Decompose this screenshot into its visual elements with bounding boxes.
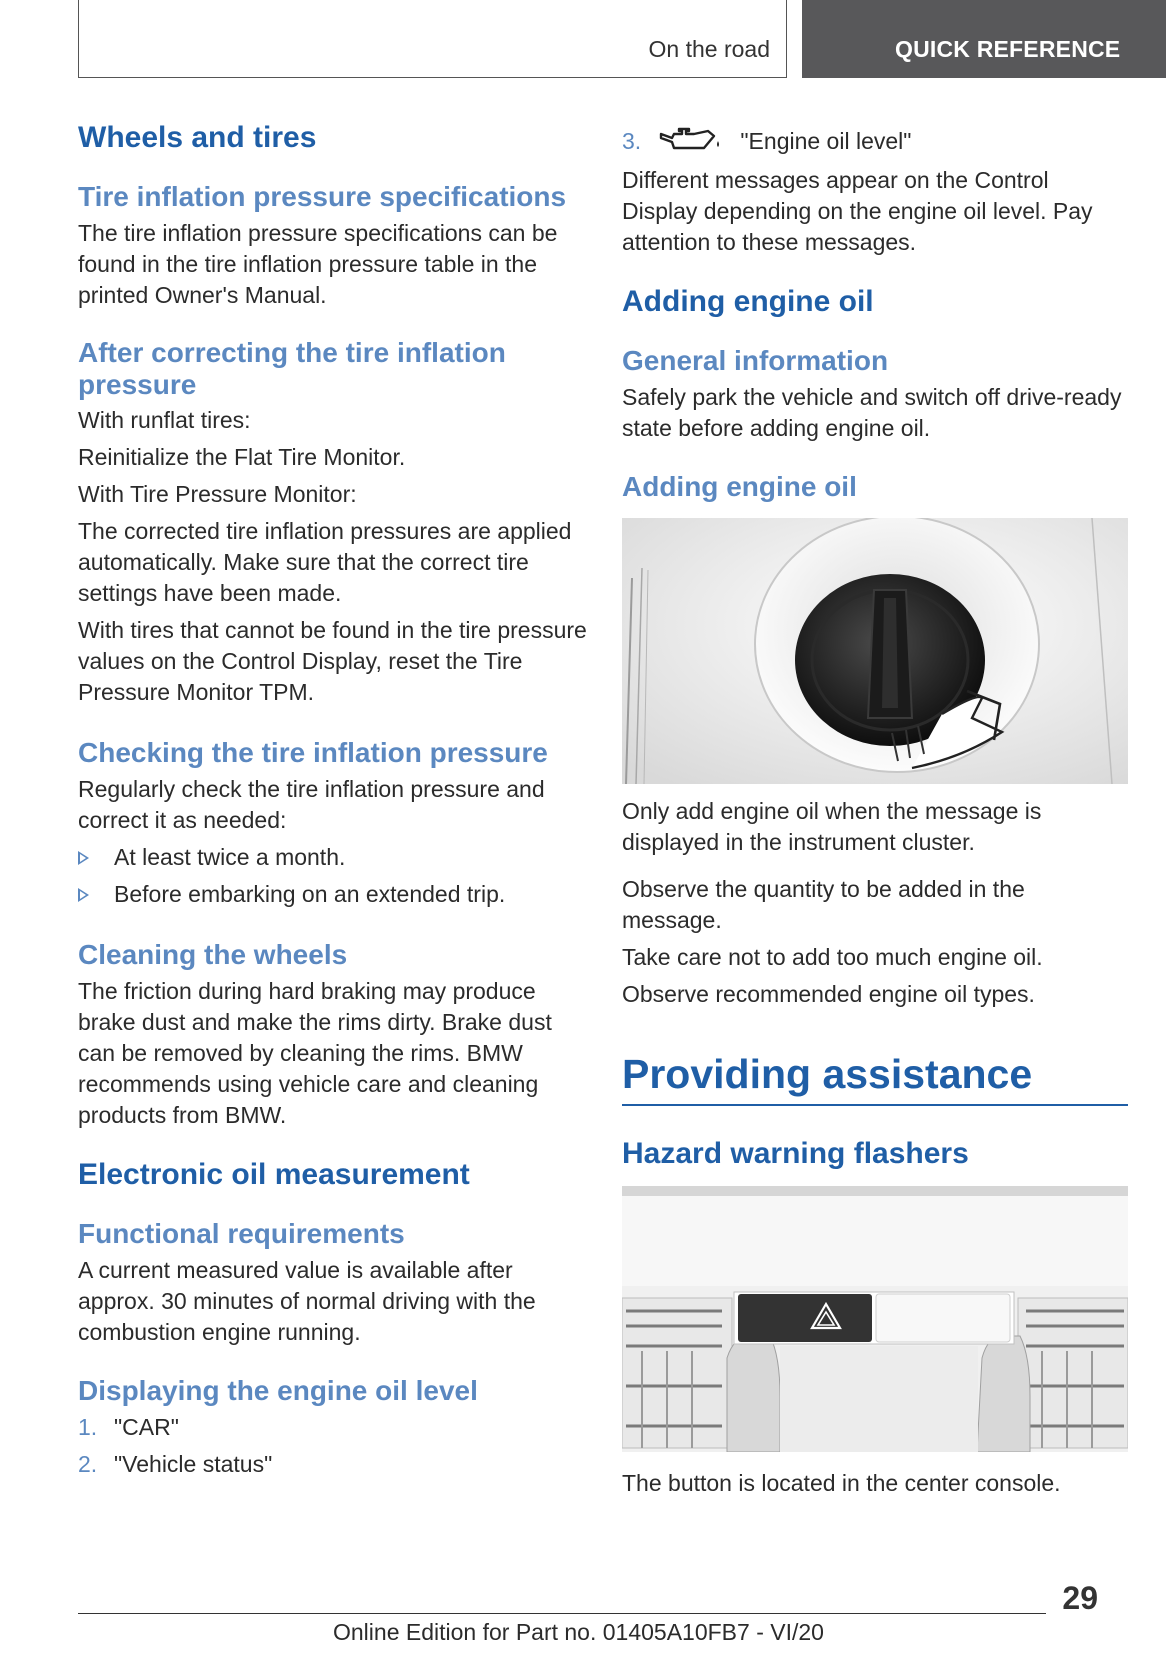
cleaning-title: Cleaning the wheels: [78, 939, 348, 970]
functional-title: Functional requirements: [78, 1218, 405, 1249]
checking-item: Before embarking on an extended trip.: [78, 879, 588, 910]
general-info-title: General information: [622, 344, 889, 376]
after-p1: With runflat tires:: [78, 407, 251, 433]
oil-measurement-title: Electronic oil measurement: [78, 1158, 470, 1191]
adding-p3: Take care not to add too much engine oil.: [622, 943, 1043, 970]
wheels-title: Wheels and tires: [78, 121, 317, 154]
checking-title: Checking the tire inflation pressure: [78, 737, 548, 768]
footer-rule: [78, 1613, 1046, 1614]
adding-p1: Only add engine oil when the message is displayed in the instrument cluster.: [622, 797, 1042, 855]
header-section-label: On the road: [648, 36, 770, 62]
tire-spec-text: The tire inflation pressure specifications can be found in the tire inflation pressure table in the printed Owner's Manual.: [78, 220, 558, 308]
after-p3: With Tire Pressure Monitor:: [78, 481, 357, 507]
after-p5: With tires that cannot be found in the tire pressure values on the Control Display, reset the Tire Pressure Monitor TPM.: [78, 617, 587, 705]
hazard-button-image: [622, 1186, 1128, 1452]
adding-p4: Observe recommended engine oil types.: [622, 980, 1035, 1007]
step-item: 1. "CAR": [78, 1414, 179, 1440]
page-number: 29: [1062, 1580, 1098, 1616]
general-info-text: Safely park the vehicle and switch off drive-ready state before adding engine oil.: [622, 383, 1122, 441]
bullet-triangle-icon: [78, 888, 89, 902]
footer-edition: Online Edition for Part no. 01405A10FB7 - VI/20: [333, 1619, 824, 1645]
oil-level-text: Different messages appear on the Control Display depending on the engine oil level. Pay attention to these messages.: [622, 166, 1093, 255]
display-oil-title: Displaying the engine oil level: [78, 1375, 478, 1406]
adding-oil-subtitle: Adding engine oil: [622, 470, 857, 502]
right-column: [622, 126, 1128, 1499]
tire-spec-title: Tire inflation pressure specifications: [78, 181, 567, 212]
step-item: 3. "Engine oil level": [622, 126, 1128, 159]
bullet-triangle-icon: [78, 851, 89, 865]
quick-reference-tab[interactable]: [802, 0, 1166, 78]
adding-p2: Observe the quantity to be added in the message.: [622, 875, 1025, 933]
functional-text: A current measured value is available after approx. 30 minutes of normal driving with the combustion engine running.: [78, 1257, 536, 1345]
after-p4: The corrected tire inflation pressures are applied automatically. Make sure that the correct tire settings have been made.: [78, 518, 572, 606]
after-p2: Reinitialize the Flat Tire Monitor.: [78, 444, 406, 470]
adding-oil-title: Adding engine oil: [622, 284, 874, 318]
left-column: [78, 120, 588, 1480]
providing-assistance-title: Providing assistance: [622, 1050, 1033, 1097]
cleaning-text: The friction during hard braking may produce brake dust and make the rims dirty. Brake dust can be removed by cleaning the rims. BMW recommends using vehicle care and cleaning products from BMW.: [78, 978, 552, 1128]
oil-can-icon: [658, 127, 724, 159]
oil-filler-cap-image: [622, 518, 1128, 784]
checking-item: At least twice a month.: [78, 842, 588, 873]
after-correcting-title: After correcting the tire inflation pressure: [78, 337, 506, 400]
header-section-box: [78, 0, 787, 78]
hazard-title: Hazard warning flashers: [622, 1136, 969, 1170]
quick-reference-label: QUICK REFERENCE: [895, 36, 1121, 62]
step-item: 2. "Vehicle status": [78, 1451, 273, 1477]
hazard-text: The button is located in the center console.: [622, 1469, 1061, 1496]
section-rule: [622, 1104, 1128, 1106]
checking-text: Regularly check the tire inflation pressure and correct it as needed:: [78, 776, 545, 833]
